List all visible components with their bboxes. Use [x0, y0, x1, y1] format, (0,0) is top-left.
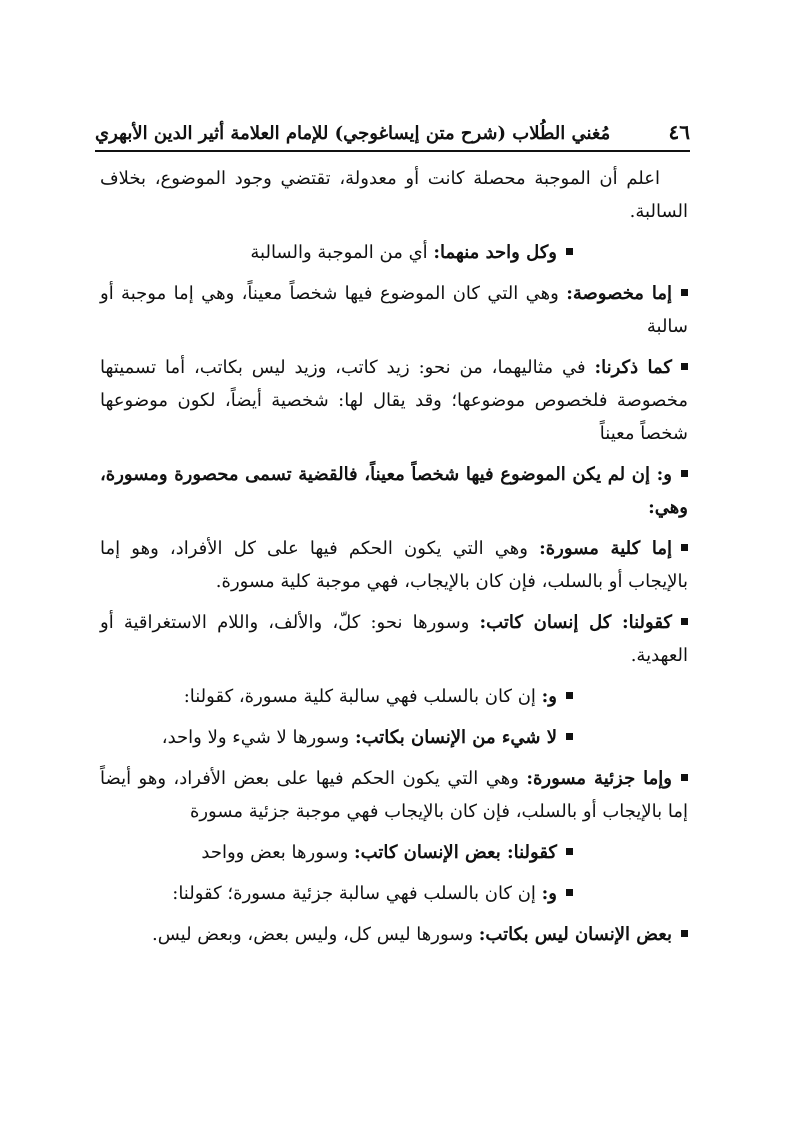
paragraph-text: إن كان بالسلب فهي سالبة جزئية مسورة؛ كقولنا:: [172, 883, 542, 904]
paragraph-universal-example: [100, 606, 688, 672]
bullet-icon: [681, 618, 688, 625]
paragraph-some-not-example: [100, 918, 688, 951]
paragraph-particular-negative: [100, 877, 688, 910]
bullet-icon: [566, 733, 573, 740]
paragraph-text: في مثاليهما، من نحو: زيد كاتب، وزيد ليس بكاتب، أما تسميتها مخصوصة فلخصوص موضوعها؛ وقد يقال لها: شخصية أيضاً، لكون موضوعها شخصاً معيناً: [100, 357, 688, 444]
paragraph-each-of-them: [100, 236, 688, 269]
paragraph-lead: وكل واحد منهما:: [433, 242, 557, 263]
paragraph-text: وهي التي يكون الحكم فيها على بعض الأفراد، وهو أيضاً إما بالإيجاب أو بالسلب، فإن كان بالإيجاب فهي موجبة جزئية مسورة: [100, 768, 688, 822]
paragraph-lead: و:: [541, 686, 557, 707]
paragraph-quantified: [100, 458, 688, 524]
bullet-icon: [681, 544, 688, 551]
paragraph-lead: بعض الإنسان ليس بكاتب:: [478, 924, 672, 945]
paragraph-intro: [100, 162, 688, 228]
paragraph-specific: [100, 277, 688, 343]
paragraph-lead: كقولنا: بعض الإنسان كاتب:: [354, 842, 557, 863]
paragraph-universal-negative: [100, 680, 688, 713]
paragraph-lead: إما مخصوصة:: [566, 283, 672, 304]
paragraph-lead: و:: [541, 883, 557, 904]
paragraph-nothing-example: [100, 721, 688, 754]
paragraph-text: وسورها نحو: كلّ، والألف، واللام الاستغراقية أو العهدية.: [100, 612, 688, 666]
paragraph-text: اعلم أن الموجبة محصلة كانت أو معدولة، تقتضي وجود الموضوع، بخلاف السالبة.: [100, 168, 688, 222]
paragraph-text: وهي التي يكون الحكم فيها على كل الأفراد، وهو إما بالإيجاب أو بالسلب، فإن كان بالإيجاب، فهي موجبة كلية مسورة.: [100, 538, 688, 592]
paragraph-text: أي من الموجبة والسالبة: [250, 242, 434, 263]
bullet-icon: [566, 848, 573, 855]
paragraph-text: وهي التي كان الموضوع فيها شخصاً معيناً، وهي إما موجبة أو سالبة: [100, 283, 688, 337]
bullet-icon: [681, 363, 688, 370]
bullet-icon: [566, 692, 573, 699]
page-body: [100, 162, 688, 1051]
paragraph-text: إن كان بالسلب فهي سالبة كلية مسورة، كقولنا:: [183, 686, 542, 707]
paragraph-universal: [100, 532, 688, 598]
paragraph-lead: و: إن لم يكن الموضوع فيها شخصاً معيناً، فالقضية تسمى محصورة ومسورة، وهي:: [100, 464, 688, 518]
bullet-icon: [681, 470, 688, 477]
paragraph-text: وسورها بعض وواحد: [201, 842, 355, 863]
paragraph-lead: إما كلية مسورة:: [539, 538, 672, 559]
paragraph-particular: [100, 762, 688, 828]
bullet-icon: [681, 289, 688, 296]
paragraph-particular-example: [100, 836, 688, 869]
bullet-icon: [681, 930, 688, 937]
paragraph-text: وسورها لا شيء ولا واحد،: [161, 727, 355, 748]
paragraph-lead: كما ذكرنا:: [594, 357, 672, 378]
bullet-icon: [566, 248, 573, 255]
paragraph-text: وسورها ليس كل، وليس بعض، وبعض ليس.: [151, 924, 479, 945]
paragraph-lead: كقولنا: كل إنسان كاتب:: [479, 612, 672, 633]
paragraph-lead: وإما جزئية مسورة:: [526, 768, 672, 789]
bullet-icon: [566, 889, 573, 896]
page-header: [95, 108, 690, 152]
bullet-icon: [681, 774, 688, 781]
paragraph-lead: لا شيء من الإنسان بكاتب:: [354, 727, 557, 748]
page-number: ٤٦: [668, 120, 690, 144]
running-title: مُغني الطُلاب (شرح متن إيساغوجي) للإمام العلامة أثير الدين الأبهري: [95, 123, 611, 144]
paragraph-as-mentioned: [100, 351, 688, 450]
